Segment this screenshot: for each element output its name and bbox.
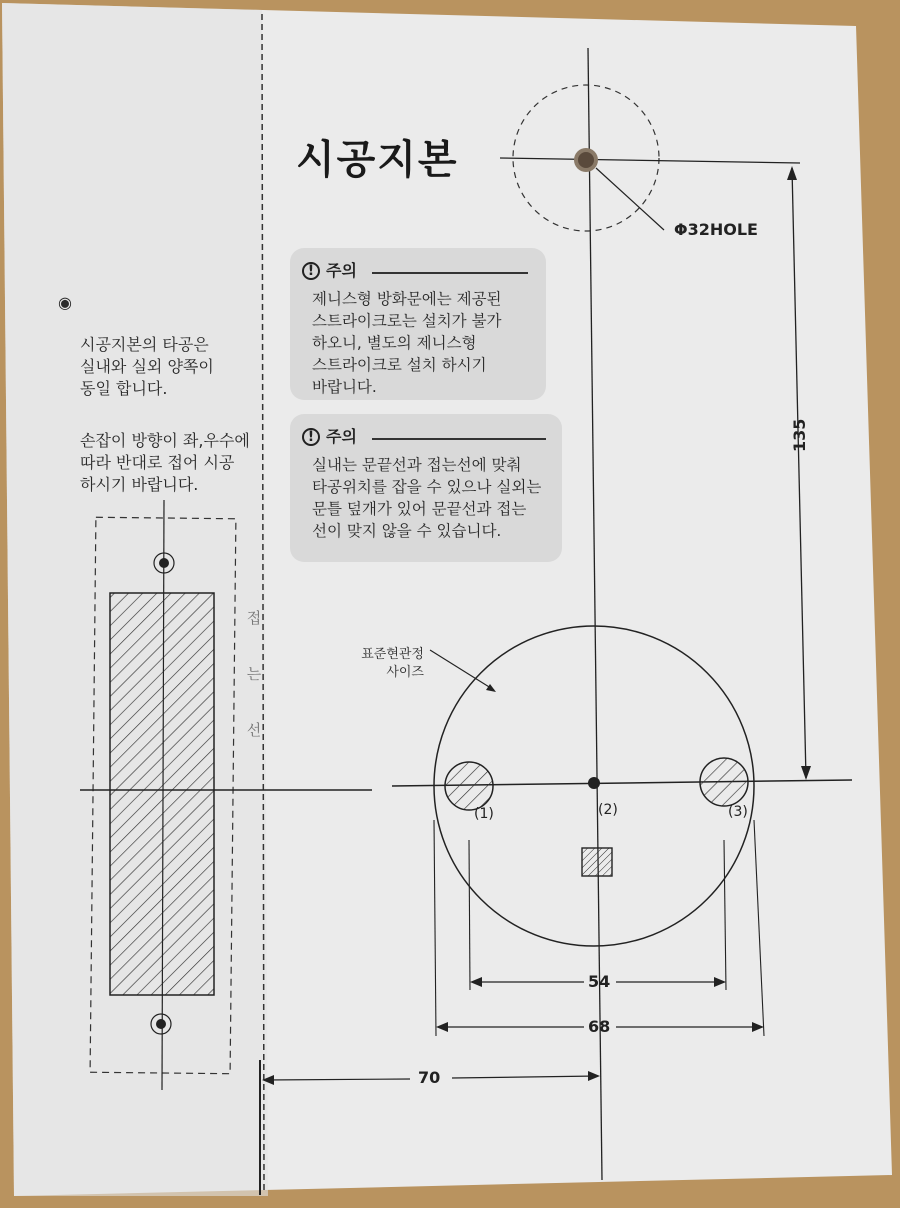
- warning-icon: !: [302, 428, 320, 446]
- caution-heading: 주의: [326, 261, 357, 280]
- caution-body: 실내는 문끝선과 접는선에 맞춰 타공위치를 잡을 수 있으나 실외는 문틀 덮개가 있어 문끝선과 접는 선이 맞지 않을 수 있습니다.: [312, 456, 542, 540]
- dimension-54: 54: [588, 972, 611, 991]
- hole-32-label: Φ32HOLE: [674, 220, 758, 239]
- caution-heading-rule: [372, 272, 528, 274]
- page-title: 시공지본: [296, 137, 459, 183]
- hole-2: [588, 777, 600, 789]
- hole-3: [700, 758, 748, 806]
- dimension-68: 68: [588, 1017, 611, 1036]
- square-spindle: [582, 848, 612, 876]
- caution-heading-rule: [372, 438, 546, 440]
- caution-box-1: [290, 248, 546, 400]
- dimension-135: 135: [790, 418, 809, 452]
- hole-1: [445, 762, 493, 810]
- position-label-1: (1): [474, 806, 494, 822]
- left-note: [58, 290, 250, 518]
- left-note-paragraph-1: 시공지본의 타공은 실내와 실외 양쪽이 동일 합니다.: [80, 335, 214, 398]
- position-label-2: (2): [598, 802, 618, 818]
- bullseye-bullet-icon: ◉: [58, 293, 72, 312]
- fold-line-label: 접 는 선: [246, 609, 262, 739]
- caution-body: 제니스형 방화문에는 제공된 스트라이크로는 설치가 불가 하오니, 별도의 제니스형 스트라이크로 설치 하시기 바랍니다.: [312, 290, 502, 396]
- standard-size-label: 표준현관정 사이즈: [361, 647, 424, 680]
- dimension-70: 70: [418, 1068, 441, 1087]
- punched-hole: [574, 148, 598, 172]
- caution-box-2: [290, 414, 562, 562]
- position-label-3: (3): [728, 804, 748, 820]
- warning-icon: !: [302, 262, 320, 280]
- left-note-paragraph-2: 손잡이 방향이 좌,우수에 따라 반대로 접어 시공 하시기 바랍니다.: [80, 431, 250, 494]
- caution-heading: 주의: [326, 427, 357, 446]
